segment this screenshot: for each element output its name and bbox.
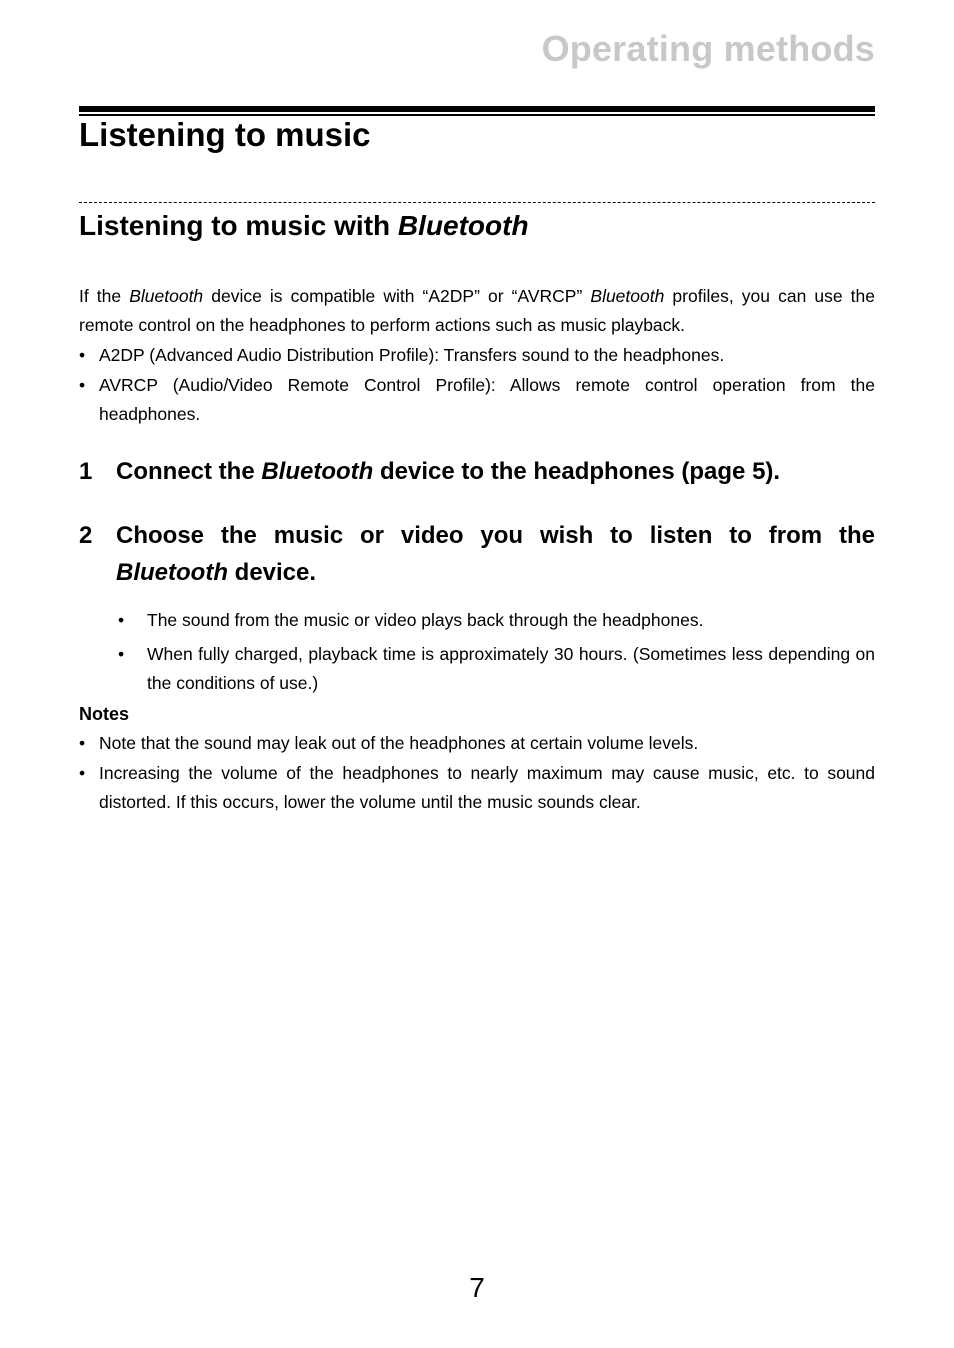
intro-italic-1: Bluetooth bbox=[129, 286, 204, 306]
step-text bbox=[116, 517, 875, 591]
step-text-2: device. bbox=[227, 559, 317, 586]
note-item bbox=[79, 759, 875, 817]
bullet-text: Increasing the volume of the headphones to nearly maximum may cause music, etc. to sound distorted. If this occurs, lower the volume until the music sounds clear. bbox=[99, 763, 875, 812]
intro-text-1: If the bbox=[79, 286, 130, 306]
bullet-text: AVRCP (Audio/Video Remote Control Profile): Allows remote control operation from the headphones. bbox=[99, 375, 875, 424]
bullet-glyph: • bbox=[79, 345, 86, 365]
step-text-2: device to the headphones (page 5). bbox=[373, 458, 781, 485]
section-title: Operating methods bbox=[541, 28, 875, 69]
dashed-divider bbox=[79, 202, 875, 203]
step-number: 2 bbox=[79, 522, 93, 549]
step-number: 1 bbox=[79, 458, 93, 485]
note-item bbox=[79, 729, 875, 758]
bullet-text: When fully charged, playback time is approximately 30 hours. (Sometimes less depending on the conditions of use.) bbox=[147, 644, 875, 693]
bullet-glyph: • bbox=[118, 610, 125, 630]
header-rule-thick bbox=[79, 106, 875, 112]
bullet-glyph: • bbox=[79, 733, 86, 753]
step2-bullet-playback bbox=[118, 606, 875, 635]
intro-italic-2: Bluetooth bbox=[590, 286, 665, 306]
intro-text-3: profiles, you can use the remote control on the headphones to perform actions such as music playback. bbox=[79, 286, 876, 335]
step-italic: Bluetooth bbox=[261, 458, 374, 485]
profile-bullet-avrcp bbox=[79, 371, 875, 429]
subsection-title bbox=[79, 210, 529, 242]
bullet-glyph: • bbox=[79, 375, 86, 395]
bullet-text: A2DP (Advanced Audio Distribution Profile): Transfers sound to the headphones. bbox=[99, 345, 725, 365]
step-2 bbox=[79, 517, 875, 591]
page-number: 7 bbox=[469, 1272, 485, 1303]
subsection-title-prefix: Listening to music with bbox=[79, 210, 398, 241]
intro-paragraph bbox=[79, 282, 875, 340]
bullet-glyph: • bbox=[79, 763, 86, 783]
step-text bbox=[116, 453, 875, 490]
bullet-glyph: • bbox=[118, 644, 125, 664]
bullet-text: Note that the sound may leak out of the headphones at certain volume levels. bbox=[99, 733, 699, 753]
profile-bullet-a2dp bbox=[79, 341, 875, 370]
intro-text-2: device is compatible with “A2DP” or “AVRCP” bbox=[203, 286, 591, 306]
step-italic: Bluetooth bbox=[116, 559, 228, 586]
bullet-text: The sound from the music or video plays back through the headphones. bbox=[147, 610, 704, 630]
subsection-title-italic: Bluetooth bbox=[397, 210, 529, 241]
step-text-1: Connect the bbox=[116, 458, 262, 485]
step-1 bbox=[79, 453, 875, 490]
step2-bullet-battery bbox=[118, 640, 875, 698]
notes-heading: Notes bbox=[79, 704, 130, 724]
page-title: Listening to music bbox=[79, 116, 371, 153]
step-text-1: Choose the music or video you wish to listen to from the bbox=[116, 522, 875, 549]
